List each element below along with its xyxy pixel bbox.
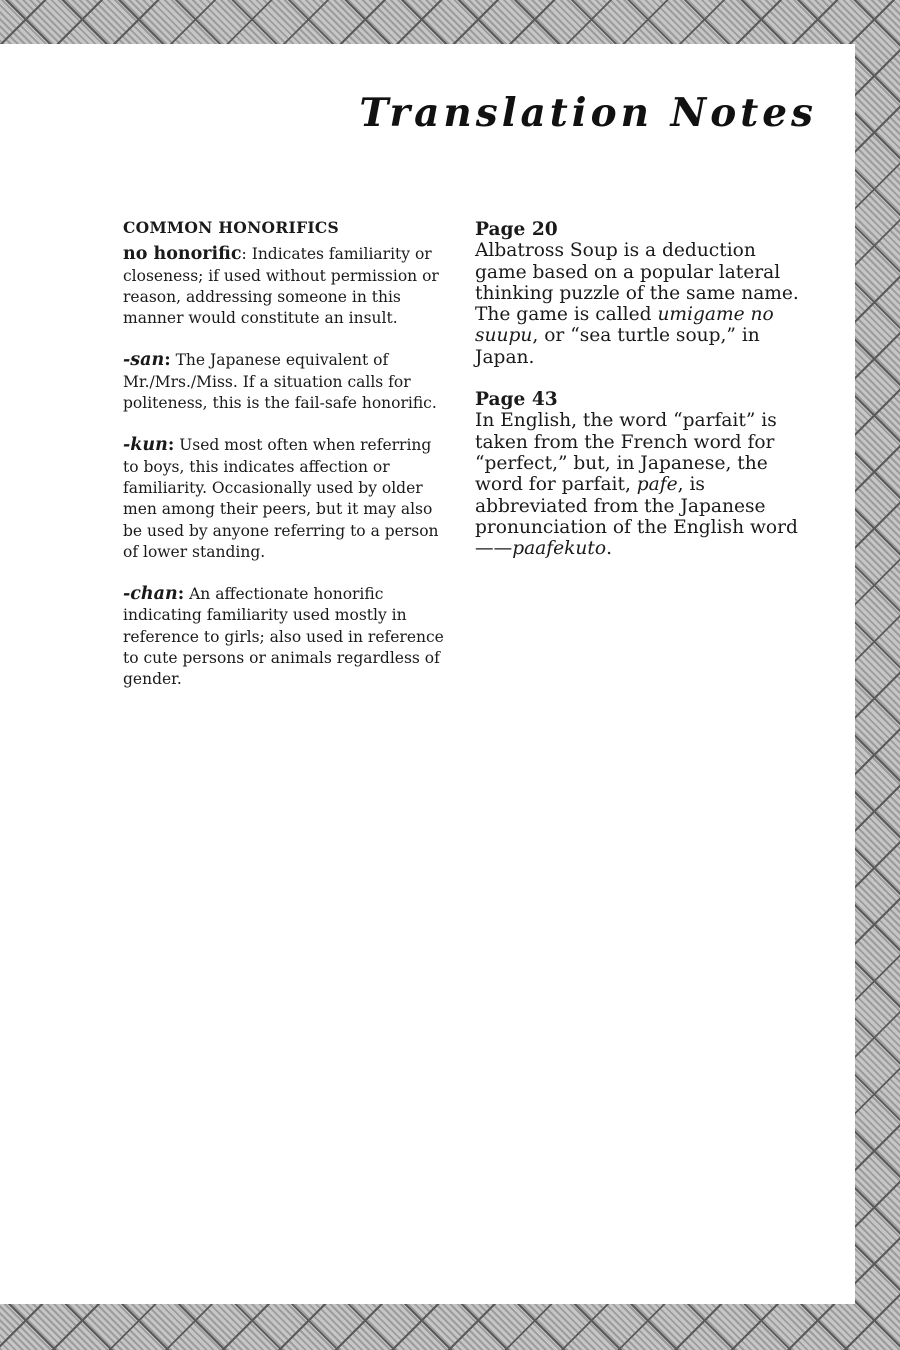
honorific-entry-kun [123, 435, 448, 563]
note-text: , is abbreviated from the Japanese pronunciation of the English word—— [475, 474, 798, 560]
translation-note-page-43 [475, 389, 805, 559]
note-text: Albatross Soup is a deduction game based on a popular lateral thinking puzzle of the same name. The game is called [475, 240, 799, 326]
page-title: Translation Notes [359, 90, 817, 136]
note-italic-term: umigame no suupu [475, 304, 774, 347]
honorific-entry-chan [123, 584, 448, 690]
honorific-entry-san [123, 350, 448, 414]
note-text: . [606, 538, 612, 560]
honorifics-column [123, 217, 448, 712]
honorifics-heading: COMMON HONORIFICS [123, 218, 340, 237]
honorific-definition: The Japanese equivalent of Mr./Mrs./Miss. If a situation calls for politeness, this is the fail-safe honorific. [123, 351, 437, 413]
honorific-term: -chan [123, 584, 178, 605]
honorific-colon: : [167, 435, 175, 456]
note-text: In English, the word “parfait” is taken from the French word for “perfect,” but, in Japanese, the word for parfait, [475, 410, 777, 496]
note-page-label: Page 20 [475, 219, 558, 240]
honorific-definition: An affectionate honorific indicating familiarity used mostly in reference to girls; also used in reference to cute persons or animals regardless of gender. [123, 585, 444, 689]
honorific-colon: : [164, 350, 171, 371]
honorific-definition: Used most often when referring to boys, this indicates affection or familiarity. Occasionally used by older men among their peers, but it may also be used by anyone referring to a person of lower standing. [123, 436, 439, 561]
honorific-term: -kun [123, 435, 168, 456]
translation-note-page-20 [475, 219, 805, 368]
note-page-label: Page 43 [475, 389, 558, 411]
page-sheet [0, 44, 855, 1304]
honorific-entry-none [123, 244, 448, 329]
honorific-definition: Indicates familiarity or closeness; if used without permission or reason, addressing someone in this manner would constitute an insult. [123, 245, 439, 328]
notes-column [475, 219, 805, 580]
honorific-colon: : [177, 584, 185, 605]
note-italic-term: paafekuto [512, 538, 607, 560]
honorific-term: -san [123, 350, 165, 371]
honorific-term: no honorific [123, 244, 242, 265]
note-italic-term: pafe [636, 474, 678, 496]
note-text: , or “sea turtle soup,” in Japan. [475, 325, 760, 368]
honorific-colon: : [241, 245, 247, 264]
